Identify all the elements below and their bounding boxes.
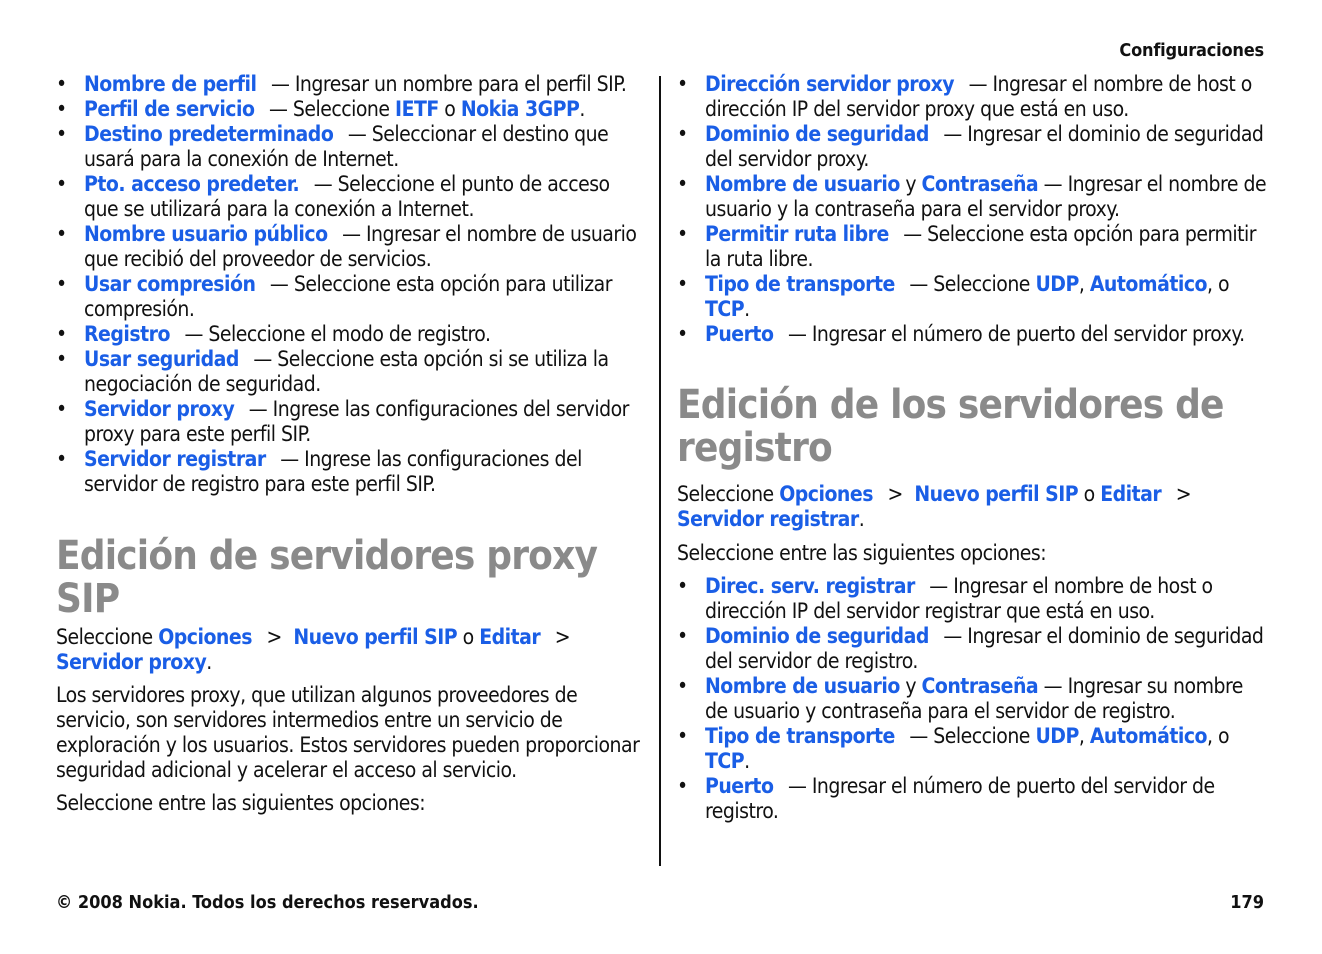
list-item (56, 272, 646, 322)
option-desc: — Seleccione (909, 724, 1030, 748)
option-desc: — Ingresar el número de puerto del servidor de registro. (705, 774, 1215, 823)
bullet: • (677, 774, 688, 798)
menu-editar: Editar (1100, 482, 1162, 506)
option-term: Contraseña (921, 172, 1039, 196)
option-term: Contraseña (921, 674, 1039, 698)
bullet: • (677, 674, 688, 698)
bullet: • (677, 122, 688, 146)
option-term: Dominio de seguridad (705, 122, 929, 146)
option-value: Nokia 3GPP (460, 97, 580, 121)
connector-text: o (1083, 482, 1095, 506)
option-value: UDP (1035, 272, 1079, 296)
path-separator: > (1175, 482, 1192, 506)
bullet: • (56, 347, 67, 371)
proxy-choose-text: Seleccione entre las siguientes opciones: (56, 791, 426, 815)
bullet: • (677, 624, 688, 648)
option-term: Nombre usuario público (84, 222, 328, 246)
bullet: • (56, 397, 67, 421)
menu-servidor-proxy: Servidor proxy (56, 650, 207, 674)
option-value: TCP (705, 297, 745, 321)
punctuation: . (206, 650, 212, 674)
column-divider (659, 76, 661, 866)
list-item (677, 322, 1267, 347)
option-desc: — Seleccione esta opción para permitir la ruta libre. (705, 222, 1257, 271)
menu-nuevo-perfil: Nuevo perfil SIP (293, 625, 458, 649)
option-desc: — Ingresar el número de puerto del servidor proxy. (787, 322, 1245, 346)
list-item (56, 72, 646, 97)
option-term: Usar compresión (84, 272, 256, 296)
list-item (56, 347, 646, 397)
option-desc: — Ingresar el nombre de host o dirección IP del servidor proxy que está en uso. (705, 72, 1252, 121)
option-desc: — Ingresar el nombre de host o dirección IP del servidor registrar que está en uso. (705, 574, 1213, 623)
bullet: • (56, 272, 67, 296)
bullet: • (677, 322, 688, 346)
list-item (677, 574, 1267, 624)
list-item (677, 624, 1267, 674)
option-desc: — Ingresar el nombre de usuario y la contraseña para el servidor proxy. (705, 172, 1267, 221)
bullet: • (56, 322, 67, 346)
bullet: • (677, 272, 688, 296)
option-desc: — Seleccione el modo de registro. (184, 322, 491, 346)
option-term: Pto. acceso predeter. (84, 172, 300, 196)
punctuation: . (858, 507, 865, 531)
path-separator: > (266, 625, 282, 649)
option-term: Nombre de perfil (84, 72, 257, 96)
option-desc: — Seleccionar el destino que usará para la conexión de Internet. (84, 122, 609, 171)
option-term: Puerto (705, 774, 774, 798)
option-value: Automático (1089, 724, 1208, 748)
proxy-section-heading: Edición de servidores proxy SIP (56, 533, 598, 622)
bullet: • (677, 724, 688, 748)
option-term: Registro (84, 322, 170, 346)
punctuation: . (744, 749, 750, 773)
option-desc: — Ingresar su nombre de usuario y contraseña para el servidor de registro. (705, 674, 1243, 723)
list-item (56, 97, 646, 122)
option-term: Permitir ruta libre (705, 222, 889, 246)
option-term: Perfil de servicio (84, 97, 255, 121)
option-term: Usar seguridad (84, 347, 239, 371)
option-desc: — Seleccione esta opción para utilizar compresión. (84, 272, 612, 321)
list-item (56, 447, 646, 497)
copyright-footer: © 2008 Nokia. Todos los derechos reservados. (56, 892, 479, 913)
option-term: Direc. serv. registrar (705, 574, 915, 598)
connector-text: , o (1207, 724, 1230, 748)
option-desc: — Ingresar el dominio de seguridad del servidor de registro. (705, 624, 1264, 673)
path-prefix: Seleccione (677, 482, 774, 506)
bullet: • (677, 222, 688, 246)
option-term: Destino predeterminado (84, 122, 334, 146)
path-prefix: Seleccione (56, 625, 153, 649)
option-term: Nombre de usuario (705, 674, 900, 698)
option-term: Nombre de usuario (705, 172, 900, 196)
connector-text: o (462, 625, 474, 649)
list-item (677, 724, 1267, 774)
list-item (56, 122, 646, 172)
menu-nuevo-perfil: Nuevo perfil SIP (914, 482, 1079, 506)
menu-opciones: Opciones (158, 625, 252, 649)
bullet: • (56, 172, 67, 196)
bullet: • (56, 122, 67, 146)
left-column (56, 72, 646, 816)
bullet: • (677, 172, 688, 196)
punctuation: , (1078, 724, 1085, 748)
option-term: Servidor registrar (84, 447, 266, 471)
option-desc: — Ingrese las configuraciones del servidor de registro para este perfil SIP. (84, 447, 582, 496)
connector-text: , o (1207, 272, 1230, 296)
option-value: IETF (395, 97, 439, 121)
list-item (677, 674, 1267, 724)
list-item (56, 397, 646, 447)
connector-text: o (444, 97, 456, 121)
list-item (677, 272, 1267, 322)
list-item (677, 774, 1267, 824)
list-item (56, 322, 646, 347)
path-separator: > (887, 482, 903, 506)
option-desc: — Seleccione esta opción si se utiliza la negociación de seguridad. (84, 347, 609, 396)
option-desc: — Seleccione el punto de acceso que se utilizará para la conexión a Internet. (84, 172, 610, 221)
bullet: • (56, 222, 67, 246)
list-item (677, 172, 1267, 222)
profile-options-list (56, 72, 646, 497)
menu-editar: Editar (479, 625, 541, 649)
option-desc: — Seleccione (909, 272, 1030, 296)
connector-text: y (905, 674, 916, 698)
option-value: UDP (1035, 724, 1079, 748)
bullet: • (56, 447, 67, 471)
page-number: 179 (1230, 892, 1264, 913)
registrar-section-heading: Edición de los servidores de registro (677, 382, 1224, 471)
connector-text: y (905, 172, 916, 196)
bullet: • (56, 72, 67, 96)
option-term: Tipo de transporte (705, 724, 895, 748)
list-item (677, 122, 1267, 172)
option-desc: — Ingresar el dominio de seguridad del servidor proxy. (705, 122, 1264, 171)
proxy-description: Los servidores proxy, que utilizan algunos proveedores de servicio, son servidores intermedios entre un servicio de exploración y los usuarios. Estos servidores pueden proporcionar seguridad adicional y acelerar el acceso al servicio. (56, 683, 640, 782)
punctuation: . (579, 97, 585, 121)
option-value: TCP (705, 749, 745, 773)
menu-servidor-registrar: Servidor registrar (677, 507, 859, 531)
registrar-options-list (677, 574, 1267, 824)
option-term: Dominio de seguridad (705, 624, 929, 648)
option-term: Tipo de transporte (705, 272, 895, 296)
bullet: • (677, 574, 688, 598)
bullet: • (677, 72, 688, 96)
registrar-choose-text: Seleccione entre las siguientes opciones: (677, 541, 1047, 565)
option-desc: — Seleccione (268, 97, 390, 121)
proxy-navigation-path (56, 625, 646, 675)
list-item (56, 172, 646, 222)
path-separator: > (554, 625, 571, 649)
option-term: Puerto (705, 322, 774, 346)
list-item (56, 222, 646, 272)
option-desc: — Ingrese las configuraciones del servidor proxy para este perfil SIP. (84, 397, 629, 446)
option-term: Dirección servidor proxy (705, 72, 955, 96)
punctuation: , (1078, 272, 1085, 296)
option-desc: — Ingresar el nombre de usuario que recibió del proveedor de servicios. (84, 222, 637, 271)
list-item (677, 72, 1267, 122)
option-value: Automático (1089, 272, 1208, 296)
menu-opciones: Opciones (779, 482, 873, 506)
proxy-options-list (677, 72, 1267, 347)
option-desc: — Ingresar un nombre para el perfil SIP. (270, 72, 627, 96)
list-item (677, 222, 1267, 272)
option-term: Servidor proxy (84, 397, 235, 421)
right-column (677, 72, 1267, 824)
registrar-navigation-path (677, 482, 1267, 532)
punctuation: . (744, 297, 750, 321)
running-header: Configuraciones (1119, 40, 1264, 61)
bullet: • (56, 97, 67, 121)
